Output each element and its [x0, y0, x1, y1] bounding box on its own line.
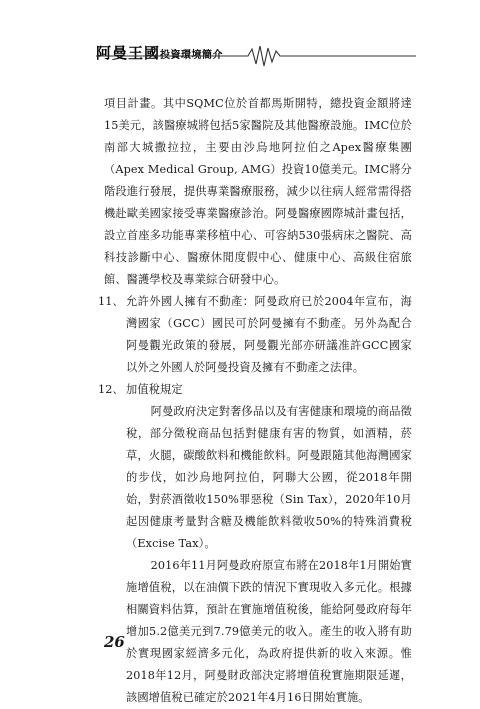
header-heartbeat-line-icon	[96, 40, 416, 74]
running-header	[96, 40, 416, 74]
header-title-sub: 投資環境簡介	[160, 50, 224, 61]
page-number: 26	[104, 633, 125, 651]
list-item-number: 11、	[98, 295, 124, 308]
list-item-12	[98, 379, 412, 401]
list-item-11	[98, 291, 412, 379]
list-item-number: 12、	[98, 383, 124, 396]
header-title-main: 阿曼王國	[96, 44, 161, 62]
paragraph: 阿曼政府決定對奢侈品以及有害健康和環境的商品徵稅，部分徵稅商品包括對健康有害的物質，如酒精，菸草，火腿，碳酸飲料和機能飲料。阿曼跟隨其他海灣國家的步伐，如沙烏地阿拉伯，阿聯大公國，從2018年開始，對菸酒徵收150%罪惡稅（Sin Tax），2020年10月起因健康考量對含糖及機能飲料徵收50%的特殊消費稅（Excise Tax）。	[126, 405, 412, 550]
paragraph-continued: 項目計畫。其中SQMC位於首都馬斯開特，總投資金額將達15美元，該醫療城將包括5家醫院及其他醫療設施。IMC位於南部大城撒拉拉，主要由沙烏地阿拉伯之Apex醫療集團（Apex Medical Group, AMG）投資10億美元。IMC將分階段進行發展，提供專業醫療服務，減少以往病人經常需得搭機赴歐美國家接受專業醫療診治。阿曼醫療國際城計畫包括，設立首座多功能專業移植中心、可容納530張病床之醫院、高科技診斷中心、醫療休閒度假中心、健康中心、高級住宿旅館、醫護學校及專業綜合研發中心。	[104, 97, 412, 286]
page-body	[98, 93, 412, 709]
paragraph: 2016年11月阿曼政府原宣布將在2018年1月開始實施增值稅，以在油價下跌的情況下實現收入多元化。根據相關資料估算，預計在實施增值稅後，能給阿曼政府每年增加5.2億美元到7.79億美元的收入。產生的收入將有助於實現國家經濟多元化，為政府提供新的收入來源。惟2018年12月，阿曼財政部決定將增值稅實施期限延遲，該國增值稅已確定於2021年4月16日開始實施。	[126, 559, 412, 704]
section-heading: 加值稅規定	[126, 383, 183, 396]
list-item-text: 允許外國人擁有不動產：阿曼政府已於2004年宣布，海灣國家（GCC）國民可於阿曼擁有不動產。另外為配合阿曼觀光政策的發展，阿曼觀光部亦研議准許GCC國家以外之外國人於阿曼投資及擁有不動產之法律。	[126, 295, 412, 374]
